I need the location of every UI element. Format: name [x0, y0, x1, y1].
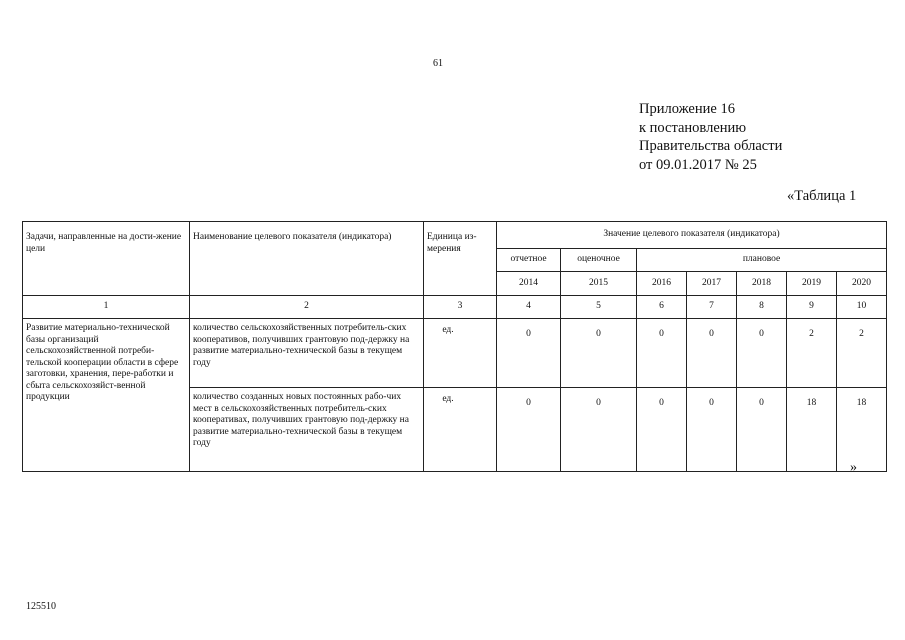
header-value: Значение целевого показателя (индикатора) [497, 222, 887, 249]
column-number: 8 [737, 296, 787, 319]
header-tasks: Задачи, направленные на дости-жение цели [23, 222, 190, 296]
indicator-table [22, 221, 887, 472]
value-cell: 18 [787, 388, 837, 472]
value-cell: 0 [561, 319, 637, 388]
value-cell: 18 [837, 388, 887, 472]
footer-code: 125510 [26, 601, 56, 612]
value-cell: 2 [837, 319, 887, 388]
appendix-line-3: Правительства области [639, 138, 783, 154]
header-row-1 [23, 222, 887, 249]
year-cell: 2017 [687, 272, 737, 296]
appendix-block [639, 100, 782, 174]
value-cell: 0 [687, 319, 737, 388]
value-cell: 0 [737, 388, 787, 472]
appendix-line-4: от 09.01.2017 № 25 [639, 156, 757, 173]
column-number: 7 [687, 296, 737, 319]
column-number: 10 [837, 296, 887, 319]
column-number: 3 [424, 296, 497, 319]
value-cell: 0 [637, 319, 687, 388]
appendix-line-1: Приложение 16 [639, 101, 735, 117]
column-number: 4 [497, 296, 561, 319]
value-cell: 0 [497, 388, 561, 472]
year-cell: 2019 [787, 272, 837, 296]
column-number: 5 [561, 296, 637, 319]
header-reporting: отчетное [497, 249, 561, 272]
indicator-cell: количество созданных новых постоянных рабо-чих мест в сельскохозяйственных потребитель-ских кооперативах, получивших грантовую под-держку на развитие материально-технической базы в текущем году [190, 388, 424, 472]
column-number: 1 [23, 296, 190, 319]
table-caption: «Таблица 1 [787, 188, 857, 204]
table-row [23, 319, 887, 388]
value-cell: 0 [637, 388, 687, 472]
year-cell: 2018 [737, 272, 787, 296]
value-cell: 2 [787, 319, 837, 388]
value-cell: 0 [687, 388, 737, 472]
header-planned: плановое [637, 249, 887, 272]
closing-quote: » [850, 460, 857, 475]
task-cell: Развитие материально-технической базы организаций сельскохозяйственной потреби-тельской кооперации области в сфере заготовки, хранения, пере-работки и сбыта сельскохозяйст-венной продукции [23, 319, 190, 472]
page-number: 61 [433, 58, 443, 69]
header-unit: Единица из-мерения [424, 222, 497, 296]
value-cell: 0 [561, 388, 637, 472]
column-number: 9 [787, 296, 837, 319]
year-cell: 2016 [637, 272, 687, 296]
indicator-cell: количество сельскохозяйственных потребитель-ских кооперативов, получивших грантовую под-держку на развитие материально-технической базы в текущем году [190, 319, 424, 388]
value-cell: 0 [737, 319, 787, 388]
value-cell: 0 [497, 319, 561, 388]
column-number: 6 [637, 296, 687, 319]
unit-cell: ед. [424, 388, 497, 472]
year-cell: 2015 [561, 272, 637, 296]
column-numbers-row [23, 296, 887, 319]
unit-cell: ед. [424, 319, 497, 388]
year-cell: 2014 [497, 272, 561, 296]
year-cell: 2020 [837, 272, 887, 296]
header-estimated: оценочное [561, 249, 637, 272]
appendix-line-2: к постановлению [639, 119, 747, 136]
header-indicator: Наименование целевого показателя (индикатора) [190, 222, 424, 296]
column-number: 2 [190, 296, 424, 319]
